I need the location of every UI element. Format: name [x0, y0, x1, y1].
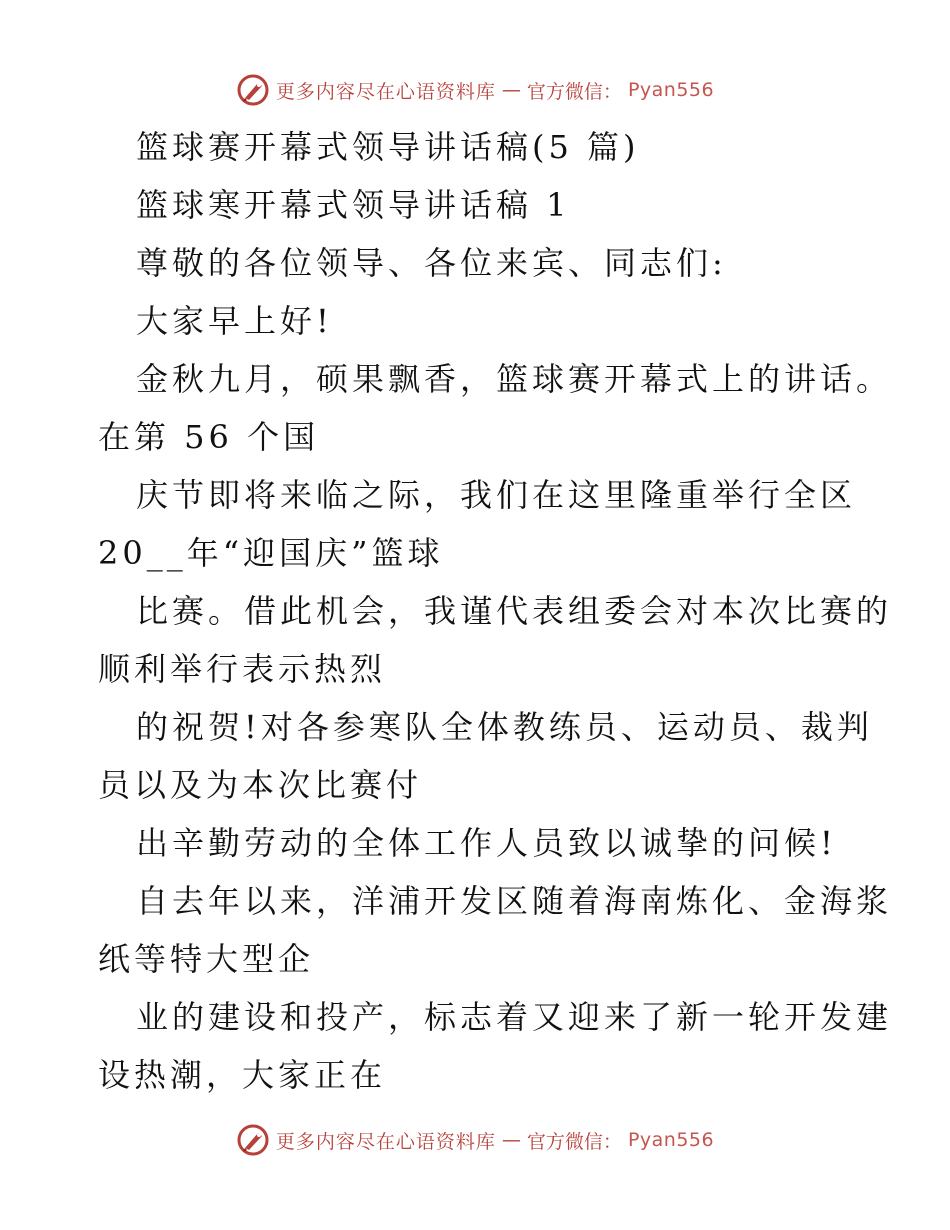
banner-wechat-id: Pyan556 [627, 1129, 715, 1151]
text-line: 的祝贺!对各参寒队全体教练员、运动员、裁判 [136, 708, 873, 746]
text-line: 在第 56 个国 [98, 418, 320, 456]
banner-title: 更多内容尽在心语资料库 [275, 80, 496, 103]
text-line: 设热潮，大家正在 [98, 1056, 387, 1094]
banner-separator: — [501, 79, 521, 101]
text-line: 20__年“迎国庆”篮球 [98, 534, 444, 572]
document-body [98, 118, 893, 1104]
text-line: 顺利举行表示热烈 [98, 650, 387, 688]
document-title: 篮球赛开幕式领导讲话稿(5 篇) [136, 128, 640, 166]
banner-wechat-label: 官方微信： [526, 1130, 622, 1153]
text-line: 员以及为本次比赛付 [98, 766, 423, 804]
section-heading: 篮球寒开幕式领导讲话稿 1 [136, 186, 571, 224]
text-line: 纸等特大型企 [98, 940, 315, 978]
text-line: 庆节即将来临之际，我们在这里隆重举行全区 [136, 476, 857, 514]
greeting: 大家早上好! [136, 302, 333, 340]
banner-wechat-label: 官方微信： [526, 80, 622, 103]
footer-banner [0, 1120, 950, 1160]
banner-wechat-id: Pyan556 [627, 79, 715, 101]
salutation: 尊敬的各位领导、各位来宾、同志们: [136, 244, 727, 282]
text-line: 金秋九月，硕果飘香，篮球赛开幕式上的讲话。 [136, 360, 893, 398]
text-line: 出辛勤劳动的全体工作人员致以诚挚的问候! [136, 824, 837, 862]
banner-separator: — [501, 1129, 521, 1151]
header-banner [0, 70, 950, 110]
text-line: 业的建设和投产，标志着又迎来了新一轮开发建 [136, 998, 893, 1036]
pen-logo-icon [236, 73, 270, 107]
pen-logo-icon [236, 1123, 270, 1157]
text-line: 比赛。借此机会，我谨代表组委会对本次比赛的 [136, 592, 893, 630]
banner-title: 更多内容尽在心语资料库 [275, 1130, 496, 1153]
text-line: 自去年以来，洋浦开发区随着海南炼化、金海浆 [136, 882, 893, 920]
